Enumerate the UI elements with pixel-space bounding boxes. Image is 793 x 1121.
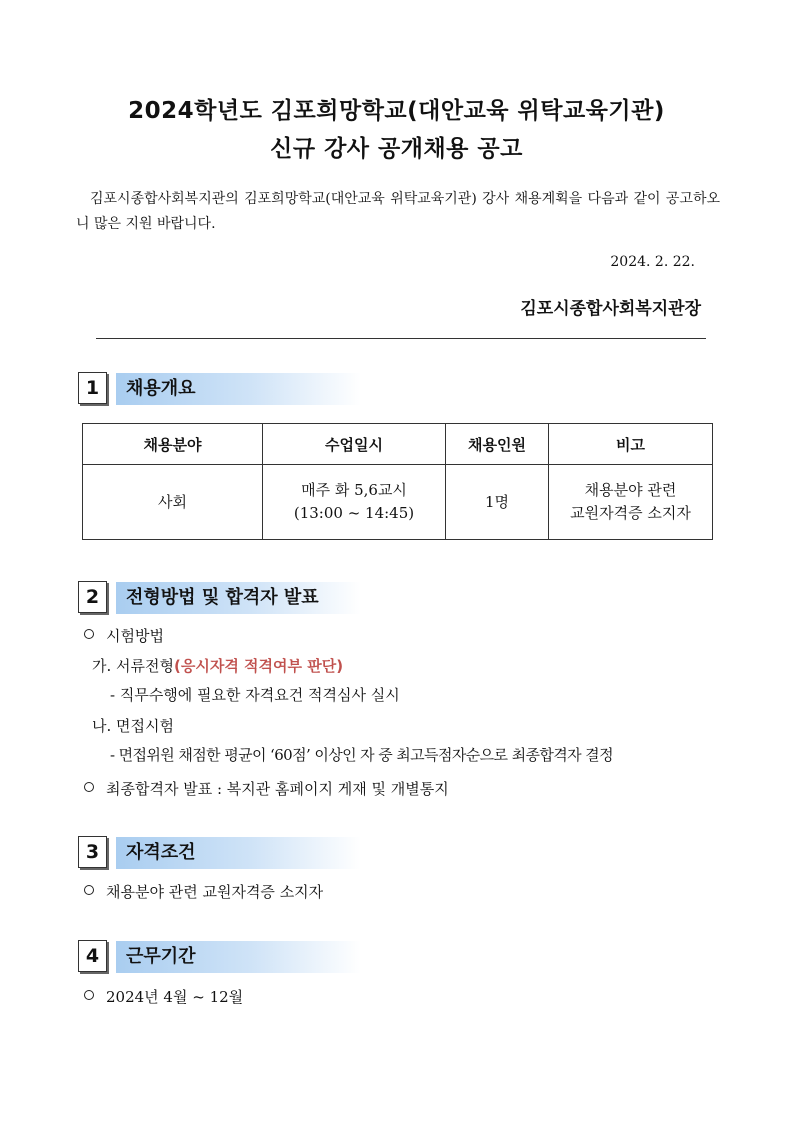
schedule-time: (13:00 ~ 14:45) bbox=[293, 504, 415, 522]
bullet-text: 시험방법 bbox=[106, 627, 164, 645]
announcement-date: 2024. 2. 22. bbox=[610, 254, 695, 270]
bullet-icon bbox=[84, 782, 94, 792]
section-number: 3 bbox=[78, 836, 107, 868]
section-number: 4 bbox=[78, 940, 107, 972]
issuing-organization: 김포시종합사회복지관장 bbox=[520, 299, 701, 319]
table-cell-count: 1명 bbox=[446, 465, 549, 540]
table-header: 채용인원 bbox=[446, 424, 549, 465]
table-header: 비고 bbox=[549, 424, 713, 465]
section-title: 자격조건 bbox=[126, 842, 196, 863]
intro-paragraph: 김포시종합사회복지관의 김포희망학교(대안교육 위탁교육기관) 강사 채용계획을 다음과 같이 공고하오니 많은 지원 바랍니다. bbox=[76, 191, 720, 232]
table-cell-schedule bbox=[263, 465, 446, 540]
step-highlight: (응시자격 적격여부 판단) bbox=[174, 657, 344, 675]
section-title: 채용개요 bbox=[126, 378, 196, 399]
bullet-item bbox=[84, 778, 449, 799]
bullet-item bbox=[84, 881, 323, 902]
schedule-line: 매주 화 5,6교시 bbox=[301, 481, 407, 499]
recruitment-table bbox=[82, 423, 713, 540]
bullet-item bbox=[84, 625, 164, 646]
table-header: 수업일시 bbox=[263, 424, 446, 465]
note-line: 채용분야 관련 bbox=[584, 481, 677, 499]
step-label: 가. 서류전형 bbox=[92, 657, 174, 675]
section-number: 2 bbox=[78, 581, 107, 613]
note-line: 교원자격증 소지자 bbox=[570, 504, 691, 522]
step-detail: - 면접위원 채점한 평균이 ‘60점’ 이상인 자 중 최고득점자순으로 최종합격자 결정 bbox=[110, 746, 613, 764]
page-subtitle: 신규 강사 공개채용 공고 bbox=[270, 136, 523, 162]
bullet-text: 최종합격자 발표 : 복지관 홈페이지 게재 및 개별통지 bbox=[106, 780, 449, 798]
step-b: 나. 면접시험 bbox=[92, 717, 174, 735]
section-title: 전형방법 및 합격자 발표 bbox=[126, 587, 319, 608]
bullet-icon bbox=[84, 990, 94, 1000]
step-a bbox=[92, 655, 343, 676]
bullet-icon bbox=[84, 629, 94, 639]
table-cell-field: 사회 bbox=[83, 465, 263, 540]
step-detail: - 직무수행에 필요한 자격요건 적격심사 실시 bbox=[110, 686, 400, 704]
bullet-text: 2024년 4월 ~ 12월 bbox=[106, 988, 244, 1006]
section-number: 1 bbox=[78, 372, 107, 404]
table-row bbox=[83, 465, 713, 540]
bullet-text: 채용분야 관련 교원자격증 소지자 bbox=[106, 883, 324, 901]
table-cell-note bbox=[549, 465, 713, 540]
page-title: 2024학년도 김포희망학교(대안교육 위탁교육기관) bbox=[128, 98, 665, 124]
table-header-row bbox=[83, 424, 713, 465]
divider bbox=[96, 338, 706, 339]
bullet-item bbox=[84, 986, 243, 1007]
bullet-icon bbox=[84, 885, 94, 895]
table-header: 채용분야 bbox=[83, 424, 263, 465]
section-title: 근무기간 bbox=[126, 946, 196, 967]
